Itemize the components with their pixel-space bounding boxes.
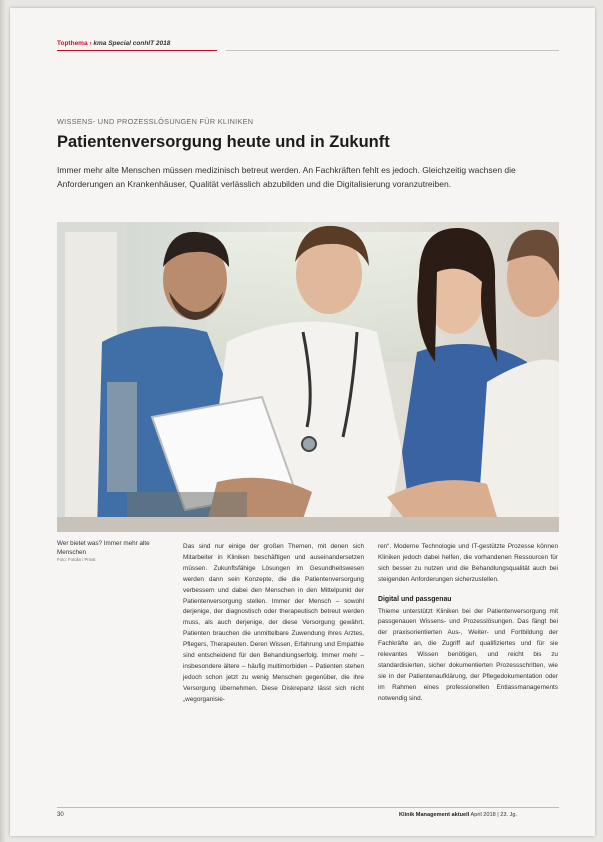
section-subtitle: kma Special conhIT 2018 xyxy=(93,40,171,47)
photo-illustration xyxy=(57,222,559,532)
article-photo xyxy=(57,222,559,532)
article-lead: Immer mehr alte Menschen müssen medizinisch betreut werden. An Fachkräften fehlt es jedoch. Gleichzeitig wachsen die Anforderungen an Krankenhäuser, Qualität verlässlich abzubilden und die Digitalisierung voranzutreiben. xyxy=(57,165,516,189)
binding-shadow xyxy=(0,0,6,842)
footer-rule xyxy=(57,807,559,808)
volume: 23. Jg. xyxy=(500,812,518,818)
footer-folio: Klinik Management aktuell April 2018 | 23. Jg. xyxy=(399,812,518,818)
section-heading: Digital und passgenau xyxy=(378,595,452,603)
header-separator: › xyxy=(89,40,92,47)
body-column-2 xyxy=(378,542,558,705)
body-paragraph: ren“. Moderne Technologie und IT-gestützte Prozesse können Kliniken jedoch dabei helfen, die vorhandenen Ressourcen für sich besser zu nutzen und die Behandlungsqualität auch bei steigenden Anforderungen sicherzustellen. xyxy=(378,543,558,583)
photo-caption xyxy=(57,540,172,563)
body-column-1 xyxy=(183,542,364,706)
section-label: Topthema xyxy=(57,40,88,47)
article-overline: WISSENS- UND PROZESSLÖSUNGEN FÜR KLINIKEN xyxy=(57,117,254,126)
header-rule-right xyxy=(226,50,559,51)
running-header xyxy=(57,40,170,47)
header-rule-left xyxy=(57,50,217,51)
body-paragraph: Das sind nur einige der großen Themen, mit denen sich Mitarbeiter in Kliniken beschäftigen und auseinandersetzen müssen. Zukunftsfähige Lösungen im Gesundheitswesen werden dann sein Konzepte, die die Patientenversorgung verbessern und dabei den Menschen in den Mittelpunkt der Patientenversorgung stellen. Immer der Mensch – sowohl derjenige, der diagnostisch oder therapeutisch betreut werden muss, als auch derjenige, der diese Versorgung gewährt. Patienten brauchen die unmittelbare Zuwendung ihres Arztes, Pflegers, Therapeuten. Deren Wissen, Erfahrung und Empathie sind entscheidend für den Behandlungserfolg. Immer mehr – insbesondere ältere – häufig multimorbiden – Patienten stehen jedoch schon jetzt zu wenig Menschen gegenüber, die ihre Versorgung übernehmen. Diese Diskrepanz lässt sich nicht „wegorganisie- xyxy=(183,543,364,703)
page-number: 30 xyxy=(57,812,64,818)
article-title: Patientenversorgung heute und in Zukunft xyxy=(57,133,390,151)
publication-name: Klinik Management aktuell xyxy=(399,812,470,818)
caption-text: Wer bietet was? Immer mehr alte Menschen xyxy=(57,540,150,556)
body-paragraph: Thieme unterstützt Kliniken bei der Patientenversorgung mit passgenauen Wissens- und Prozesslösungen. Das fängt bei der praxisorientierten Aus-, Weiter- und Fortbildung der Fachkräfte an, die Zugriff auf qualifiziertes und für sie relevantes Wissen benötigen, und reicht bis zu standardisierten, sicher dokumentierten Prozessschritten, wie sie in der Patientenaufklärung, der Pflegedokumentation oder im Rahmen eines professionellen Entlassmanagements notwendig sind. xyxy=(378,607,558,702)
issue-date: April 2018 xyxy=(470,812,496,818)
photo-credit: Foto: Fotolia / Privat xyxy=(57,557,96,563)
